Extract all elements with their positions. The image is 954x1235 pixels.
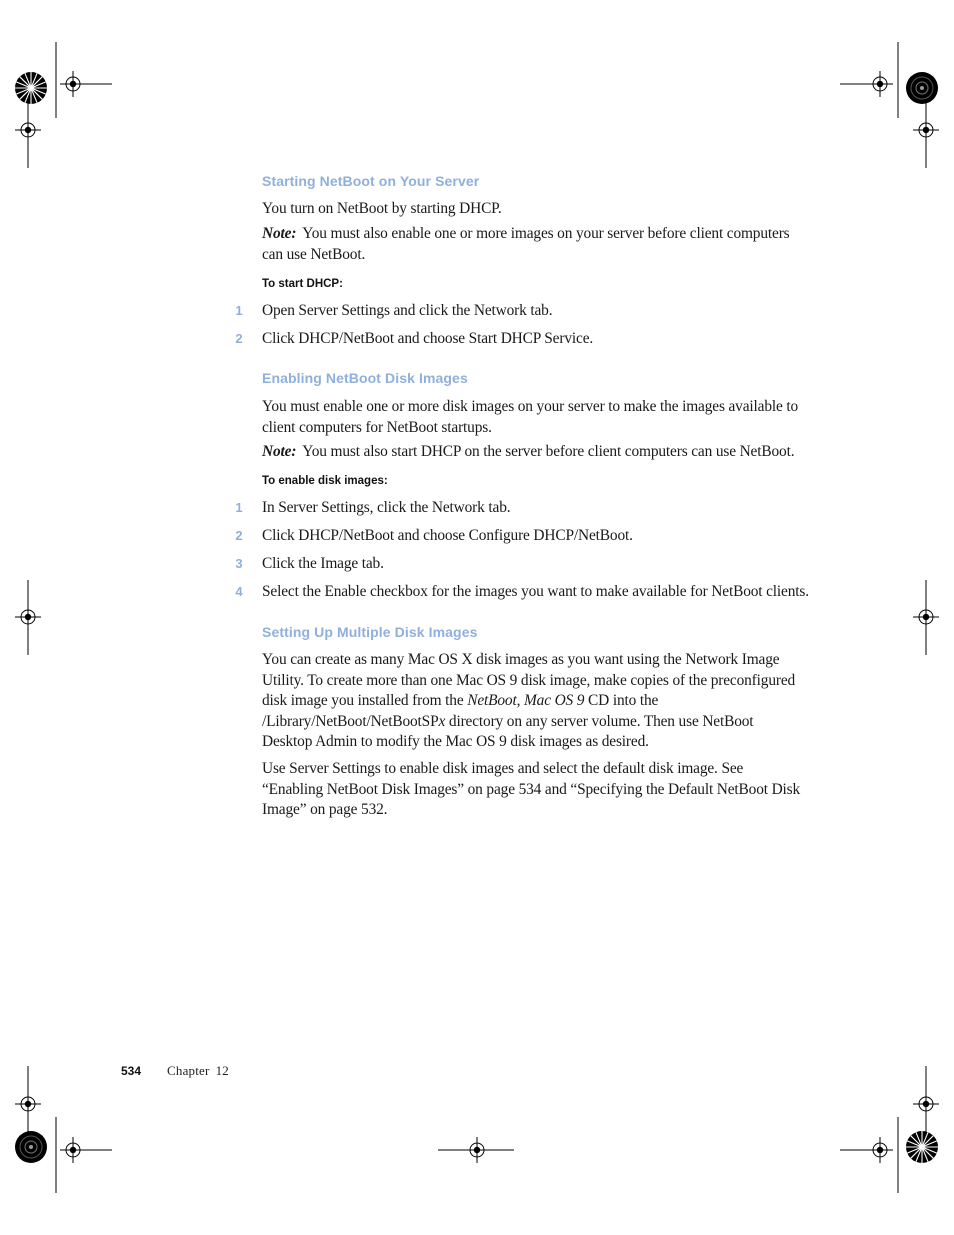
note-text: You must also start DHCP on the server before client computers can use NetBoot. — [302, 443, 795, 460]
chapter-label — [167, 1063, 229, 1079]
step-text: Select the Enable checkbox for the images you want to make available for NetBoot clients. — [262, 583, 809, 600]
step-number: 2 — [235, 331, 243, 346]
note — [262, 442, 807, 463]
step-number: 1 — [235, 303, 243, 318]
chapter-number: 12 — [215, 1063, 229, 1078]
paragraph: Use Server Settings to enable disk images and select the default disk image. See “Enabling NetBoot Disk Images” on page 534 and “Specifying the Default NetBoot Disk Image” on page 532. — [262, 760, 801, 818]
section-heading: Setting Up Multiple Disk Images — [262, 624, 478, 640]
section-heading: Starting NetBoot on Your Server — [262, 173, 480, 189]
step-text: Click the Image tab. — [262, 555, 384, 572]
paragraph — [262, 650, 807, 753]
cd-title: NetBoot, Mac OS 9 — [467, 692, 585, 709]
step-number: 3 — [235, 556, 243, 571]
step-number: 2 — [235, 528, 243, 543]
chapter-word: Chapter — [167, 1063, 210, 1078]
page-number: 534 — [121, 1064, 142, 1078]
note-text: You must also enable one or more images on your server before client computers can use NetBoot. — [262, 225, 790, 263]
note-label: Note: — [262, 225, 297, 242]
procedure-title: To start DHCP: — [262, 278, 343, 290]
step-text: Click DHCP/NetBoot and choose Configure DHCP/NetBoot. — [262, 527, 633, 544]
paragraph-text: You can create as many Mac OS X disk images as you want using the Network Image Utility. To create more than one Mac OS 9 disk image, make copies of the preconfigured disk image you installed from the — [262, 651, 796, 709]
starburst-icon — [15, 1131, 47, 1163]
starburst-icon — [15, 72, 47, 104]
step-text: In Server Settings, click the Network tab. — [262, 499, 511, 516]
starburst-icon — [906, 72, 938, 104]
step-text: Open Server Settings and click the Network tab. — [262, 302, 553, 319]
paragraph-text: CD into the /Library/NetBoot/NetBootSP — [262, 692, 659, 730]
section-heading: Enabling NetBoot Disk Images — [262, 370, 468, 386]
paragraph: You must enable one or more disk images on your server to make the images available to client computers for NetBoot startups. — [262, 398, 799, 436]
step-text: Click DHCP/NetBoot and choose Start DHCP Service. — [262, 330, 594, 347]
paragraph: You turn on NetBoot by starting DHCP. — [262, 200, 502, 217]
path-variable: x — [438, 712, 446, 730]
step-number: 4 — [235, 584, 243, 599]
note — [262, 224, 807, 265]
procedure-title: To enable disk images: — [262, 475, 388, 487]
paragraph-text: directory on any server volume. Then use NetBoot Desktop Admin to modify the Mac OS 9 disk images as desired. — [262, 712, 754, 750]
note-label: Note: — [262, 443, 297, 460]
step-number: 1 — [235, 500, 243, 515]
starburst-icon — [906, 1131, 938, 1163]
